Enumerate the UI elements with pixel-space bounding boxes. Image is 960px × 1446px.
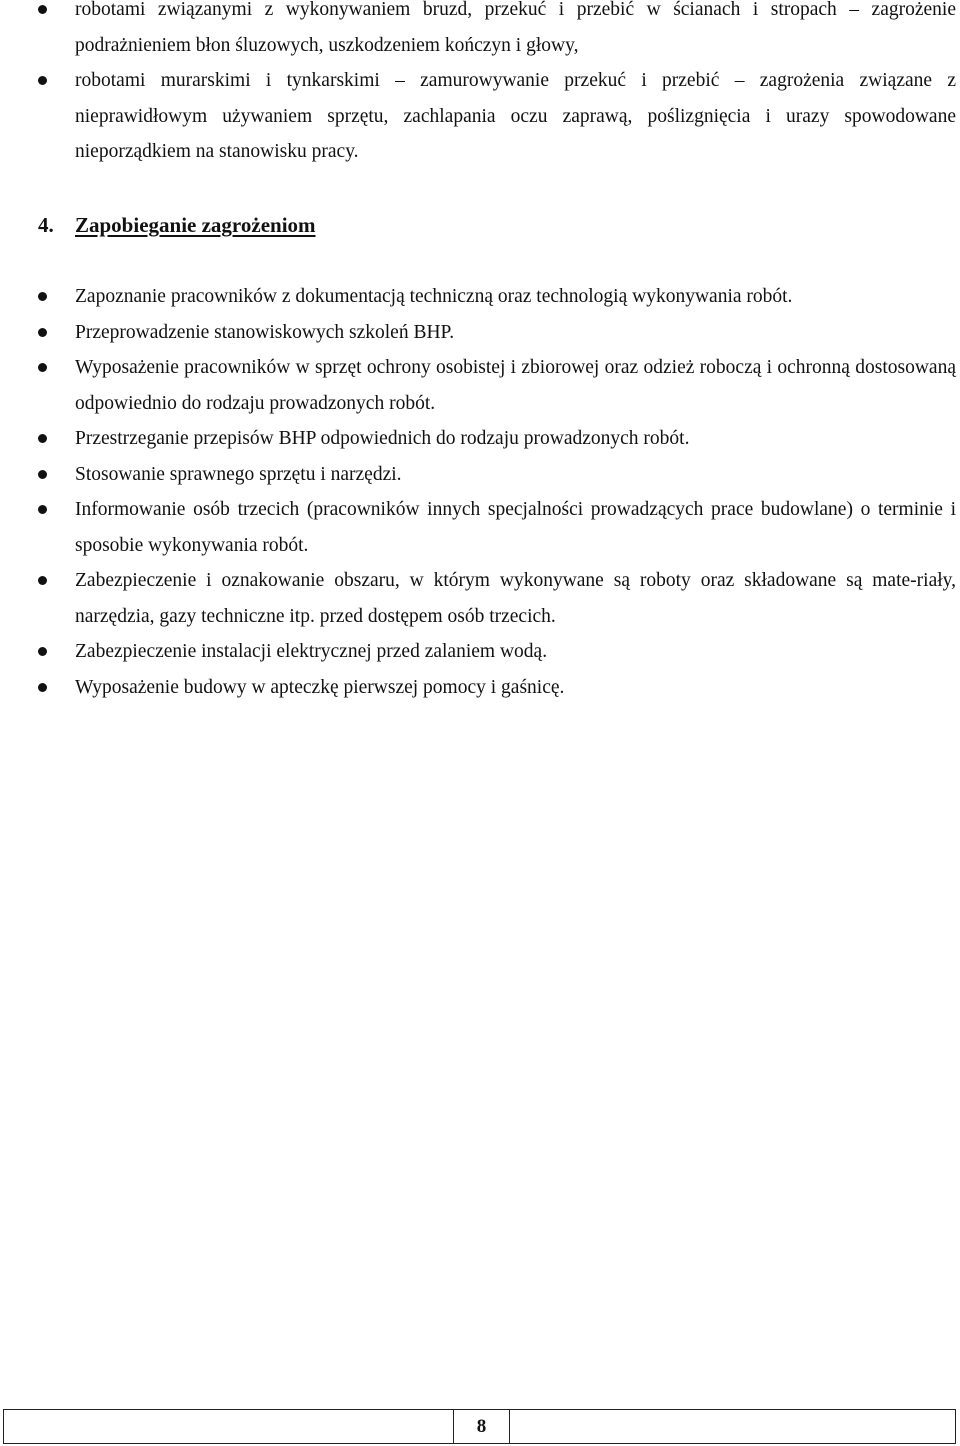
- page-footer: [3, 1409, 956, 1444]
- bullet-icon: [38, 5, 47, 14]
- bullet-icon: [38, 647, 47, 656]
- prevention-list: [0, 279, 960, 705]
- bullet-icon: [38, 683, 47, 692]
- hazards-list: [0, 0, 960, 170]
- list-item-text: Wyposażenie pracowników w sprzęt ochrony osobistej i zbiorowej oraz odzież roboczą i ochronną dostosowaną odpowiednio do rodzaju prowadzonych robót.: [75, 357, 956, 414]
- bullet-icon: [38, 576, 47, 585]
- list-item-text: Wyposażenie budowy w apteczkę pierwszej pomocy i gaśnicę.: [75, 676, 565, 698]
- list-item: [0, 315, 960, 351]
- list-item: [0, 279, 960, 315]
- list-item: [0, 563, 960, 634]
- list-item: [0, 492, 960, 563]
- section-number: 4.: [38, 213, 54, 237]
- bullet-icon: [38, 76, 47, 85]
- bullet-icon: [38, 292, 47, 301]
- list-item-text: Przestrzeganie przepisów BHP odpowiednich do rodzaju prowadzonych robót.: [75, 428, 690, 449]
- bullet-icon: [38, 470, 47, 479]
- list-item: [0, 350, 960, 421]
- bullet-icon: [38, 363, 47, 372]
- list-item-text: Zabezpieczenie instalacji elektrycznej przed zalaniem wodą.: [75, 641, 548, 662]
- list-item-text: Zabezpieczenie i oznakowanie obszaru, w którym wykonywane są roboty oraz składowane są mate-riały, narzędzia, gazy techniczne itp. przed dostępem osób trzecich.: [75, 570, 956, 627]
- list-item: [0, 421, 960, 457]
- list-item-text: robotami murarskimi i tynkarskimi – zamurowywanie przekuć i przebić – zagrożenia związane z nieprawidłowym używaniem sprzętu, zachlapania oczu zaprawą, poślizgnięcia i urazy spowodowane nieporządkiem na stanowisku pracy.: [75, 70, 956, 162]
- list-item-text: robotami związanymi z wykonywaniem bruzd, przekuć i przebić w ścianach i stropach – zagrożenie podrażnieniem błon śluzowych, uszkodzeniem kończyn i głowy,: [75, 0, 956, 56]
- list-item: [0, 670, 960, 706]
- list-item: [0, 63, 960, 170]
- list-item-text: Informowanie osób trzecich (pracowników innych specjalności prowadzących prace budowlane) o terminie i sposobie wykonywania robót.: [75, 499, 956, 556]
- list-item-text: Przeprowadzenie stanowiskowych szkoleń BHP.: [75, 321, 455, 343]
- section-heading: [38, 209, 316, 241]
- page-number: 8: [453, 1409, 510, 1444]
- list-item: [0, 634, 960, 670]
- section-title: Zapobieganie zagrożeniom: [75, 213, 316, 237]
- bullet-icon: [38, 328, 47, 337]
- list-item: [0, 457, 960, 493]
- list-item-text: Stosowanie sprawnego sprzętu i narzędzi.: [75, 463, 402, 485]
- bullet-icon: [38, 505, 47, 514]
- bullet-icon: [38, 434, 47, 443]
- list-item-text: Zapoznanie pracowników z dokumentacją techniczną oraz technologią wykonywania robót.: [75, 286, 793, 307]
- list-item: [0, 0, 960, 63]
